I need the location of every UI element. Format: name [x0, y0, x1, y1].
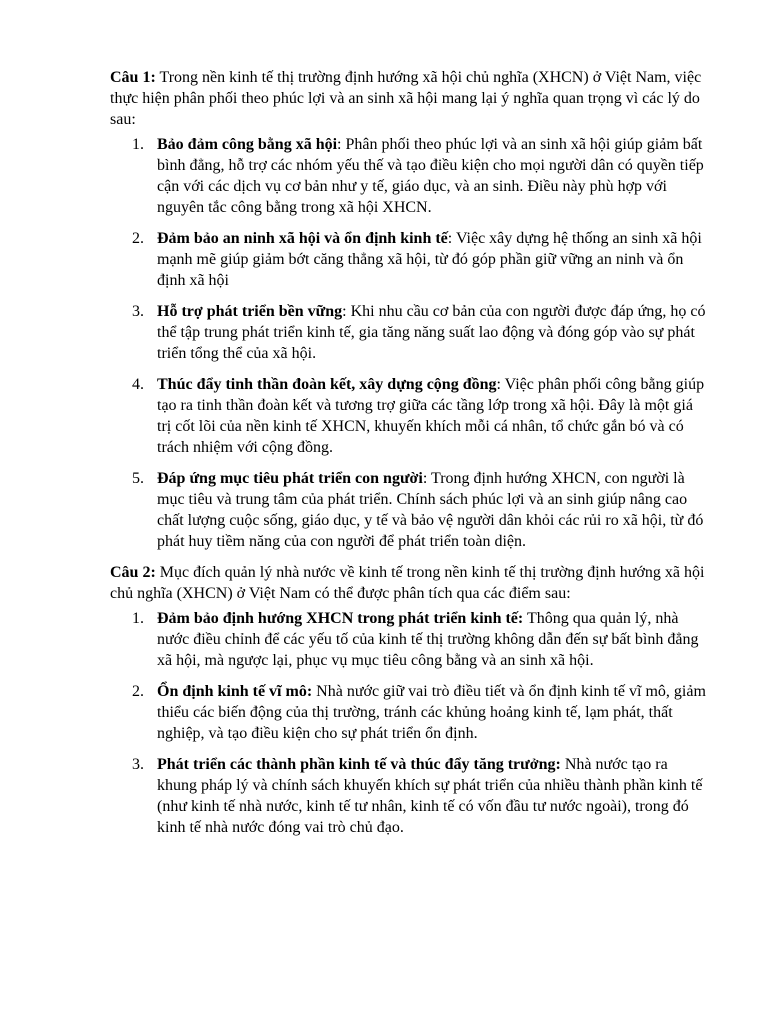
list-item: [110, 134, 710, 218]
list-item-number: 3.: [132, 756, 144, 773]
list-item-term: Đảm bảo định hướng XHCN trong phát triển kinh tế:: [157, 610, 524, 627]
question-1-label: Câu 1:: [110, 69, 156, 86]
list-item-text: Thông qua quản lý, nhà nước điều chỉnh để các yếu tố của kinh tế thị trường không dẫn đến sự bất bình đẳng xã hội, mà ngược lại, phục vụ mục tiêu công bằng và an sinh xã hội.: [157, 610, 699, 669]
list-item: [110, 681, 710, 744]
question-1-intro: Trong nền kinh tế thị trường định hướng xã hội chủ nghĩa (XHCN) ở Việt Nam, việc thực hiện phân phối theo phúc lợi và an sinh xã hội mang lại ý nghĩa quan trọng vì các lý do sau:: [110, 69, 702, 128]
list-item-number: 4.: [132, 376, 144, 393]
list-item-text: : Khi nhu cầu cơ bản của con người được đáp ứng, họ có thể tập trung phát triển kinh tế, gia tăng năng suất lao động và đóng góp vào sự phát triển tổng thể của xã hội.: [157, 303, 706, 362]
list-item-number: 3.: [132, 303, 144, 320]
list-item-number: 1.: [132, 610, 144, 627]
list-item: [110, 228, 710, 291]
question-2-label: Câu 2:: [110, 564, 156, 581]
list-item-text: : Phân phối theo phúc lợi và an sinh xã hội giúp giảm bất bình đẳng, hỗ trợ các nhóm yếu thế và tạo điều kiện cho mọi người dân có quyền tiếp cận với các dịch vụ cơ bản như y tế, giáo dục, và an sinh. Điều này phù hợp với nguyên tắc công bằng trong xã hội XHCN.: [157, 136, 704, 216]
list-item-term: Đảm bảo an ninh xã hội và ổn định kinh tế: [157, 230, 448, 247]
list-item-term: Hỗ trợ phát triển bền vững: [157, 303, 343, 320]
list-item-text: : Việc phân phối công bằng giúp tạo ra tinh thần đoàn kết và tương trợ giữa các tầng lớp trong xã hội. Đây là một giá trị cốt lõi của nền kinh tế XHCN, khuyến khích mỗi cá nhân, tổ chức gắn bó và có trách nhiệm với cộng đồng.: [157, 376, 705, 456]
question-2: [110, 562, 710, 604]
list-item-number: 2.: [132, 683, 144, 700]
list-item-text: Nhà nước giữ vai trò điều tiết và ổn định kinh tế vĩ mô, giảm thiểu các biến động của thị trường, tránh các khủng hoảng kinh tế, lạm phát, thất nghiệp, và tạo điều kiện cho sự phát triển ổn định.: [157, 683, 706, 742]
list-item-text: : Trong định hướng XHCN, con người là mục tiêu và trung tâm của phát triển. Chính sách phúc lợi và an sinh giúp nâng cao chất lượng cuộc sống, giáo dục, y tế và bảo vệ người dân khỏi các rủi ro xã hội, từ đó phát huy tiềm năng của con người để phát triển toàn diện.: [157, 470, 704, 550]
list-item-text: : Việc xây dựng hệ thống an sinh xã hội mạnh mẽ giúp giảm bớt căng thẳng xã hội, từ đó góp phần giữ vững an ninh và ổn định xã hội: [157, 230, 702, 289]
list-item: [110, 608, 710, 671]
list-item-term: Bảo đảm công bằng xã hội: [157, 136, 338, 153]
question-2-list: [110, 608, 710, 838]
list-item-term: Thúc đẩy tinh thần đoàn kết, xây dựng cộng đồng: [157, 376, 497, 393]
list-item: [110, 468, 710, 552]
list-item-term: Ổn định kinh tế vĩ mô:: [157, 683, 313, 700]
list-item-term: Đáp ứng mục tiêu phát triển con người: [157, 470, 423, 487]
question-1: [110, 67, 710, 130]
list-item-number: 1.: [132, 136, 144, 153]
list-item-number: 2.: [132, 230, 144, 247]
question-2-intro: Mục đích quản lý nhà nước về kinh tế trong nền kinh tế thị trường định hướng xã hội chủ nghĩa (XHCN) ở Việt Nam có thể được phân tích qua các điểm sau:: [110, 564, 705, 602]
list-item-term: Phát triển các thành phần kinh tế và thúc đẩy tăng trưởng:: [157, 756, 561, 773]
question-1-list: [110, 134, 710, 552]
list-item-text: Nhà nước tạo ra khung pháp lý và chính sách khuyến khích sự phát triển của nhiều thành phần kinh tế (như kinh tế nhà nước, kinh tế tư nhân, kinh tế có vốn đầu tư nước ngoài), trong đó kinh tế nhà nước đóng vai trò chủ đạo.: [157, 756, 703, 836]
list-item-number: 5.: [132, 470, 144, 487]
list-item: [110, 374, 710, 458]
list-item: [110, 301, 710, 364]
list-item: [110, 754, 710, 838]
